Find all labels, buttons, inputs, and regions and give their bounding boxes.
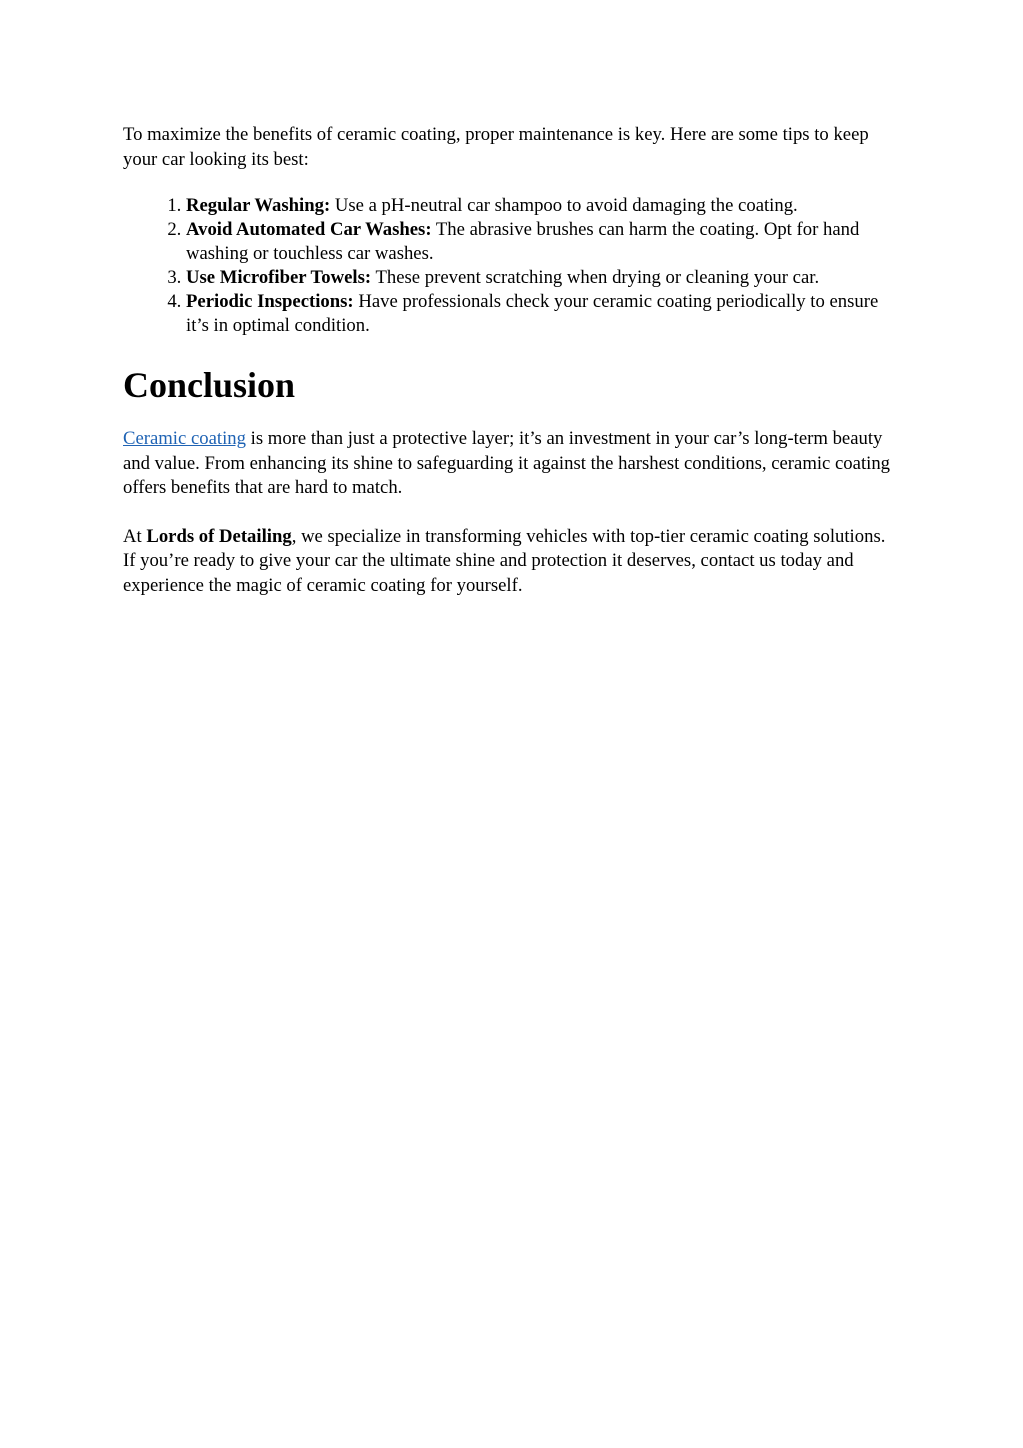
call-to-action-paragraph (123, 525, 898, 599)
tip-text: These prevent scratching when drying or cleaning your car. (371, 267, 820, 288)
tip-title: Periodic Inspections: (186, 291, 354, 312)
conclusion-paragraph (123, 427, 898, 501)
conclusion-heading: Conclusion (123, 365, 296, 405)
cta-prefix: At (123, 525, 147, 547)
intro-paragraph: To maximize the benefits of ceramic coating, proper maintenance is key. Here are some tips to keep your car looking its best: (123, 124, 869, 170)
tip-text: The abrasive brushes can harm the coating. Opt for hand washing or touchless car washes. (186, 219, 860, 264)
tip-title: Use Microfiber Towels: (186, 267, 372, 288)
tip-text: Have professionals check your ceramic coating periodically to ensure it’s in optimal condition. (186, 291, 879, 336)
ceramic-coating-link[interactable]: Ceramic coating (123, 428, 246, 449)
list-item (186, 290, 898, 338)
tip-title: Avoid Automated Car Washes: (186, 219, 432, 240)
list-item (186, 218, 898, 266)
list-item (186, 266, 898, 290)
maintenance-tips-list (123, 194, 898, 338)
brand-name: Lords of Detailing (146, 525, 292, 547)
tip-title: Regular Washing: (186, 195, 331, 216)
conclusion-paragraph-text: is more than just a protective layer; it’s an investment in your car’s long-term beauty and value. From enhancing its shine to safeguarding it against the harshest conditions, ceramic coating offers benefits that are hard to match. (123, 428, 891, 498)
list-item (186, 194, 898, 218)
tip-text: Use a pH-neutral car shampoo to avoid damaging the coating. (330, 195, 798, 216)
cta-text: , we specialize in transforming vehicles with top-tier ceramic coating solutions. If you’re ready to give your car the ultimate shine and protection it deserves, contact us today and experience the magic of ceramic coating for yourself. (123, 525, 886, 596)
document-page (123, 123, 898, 598)
